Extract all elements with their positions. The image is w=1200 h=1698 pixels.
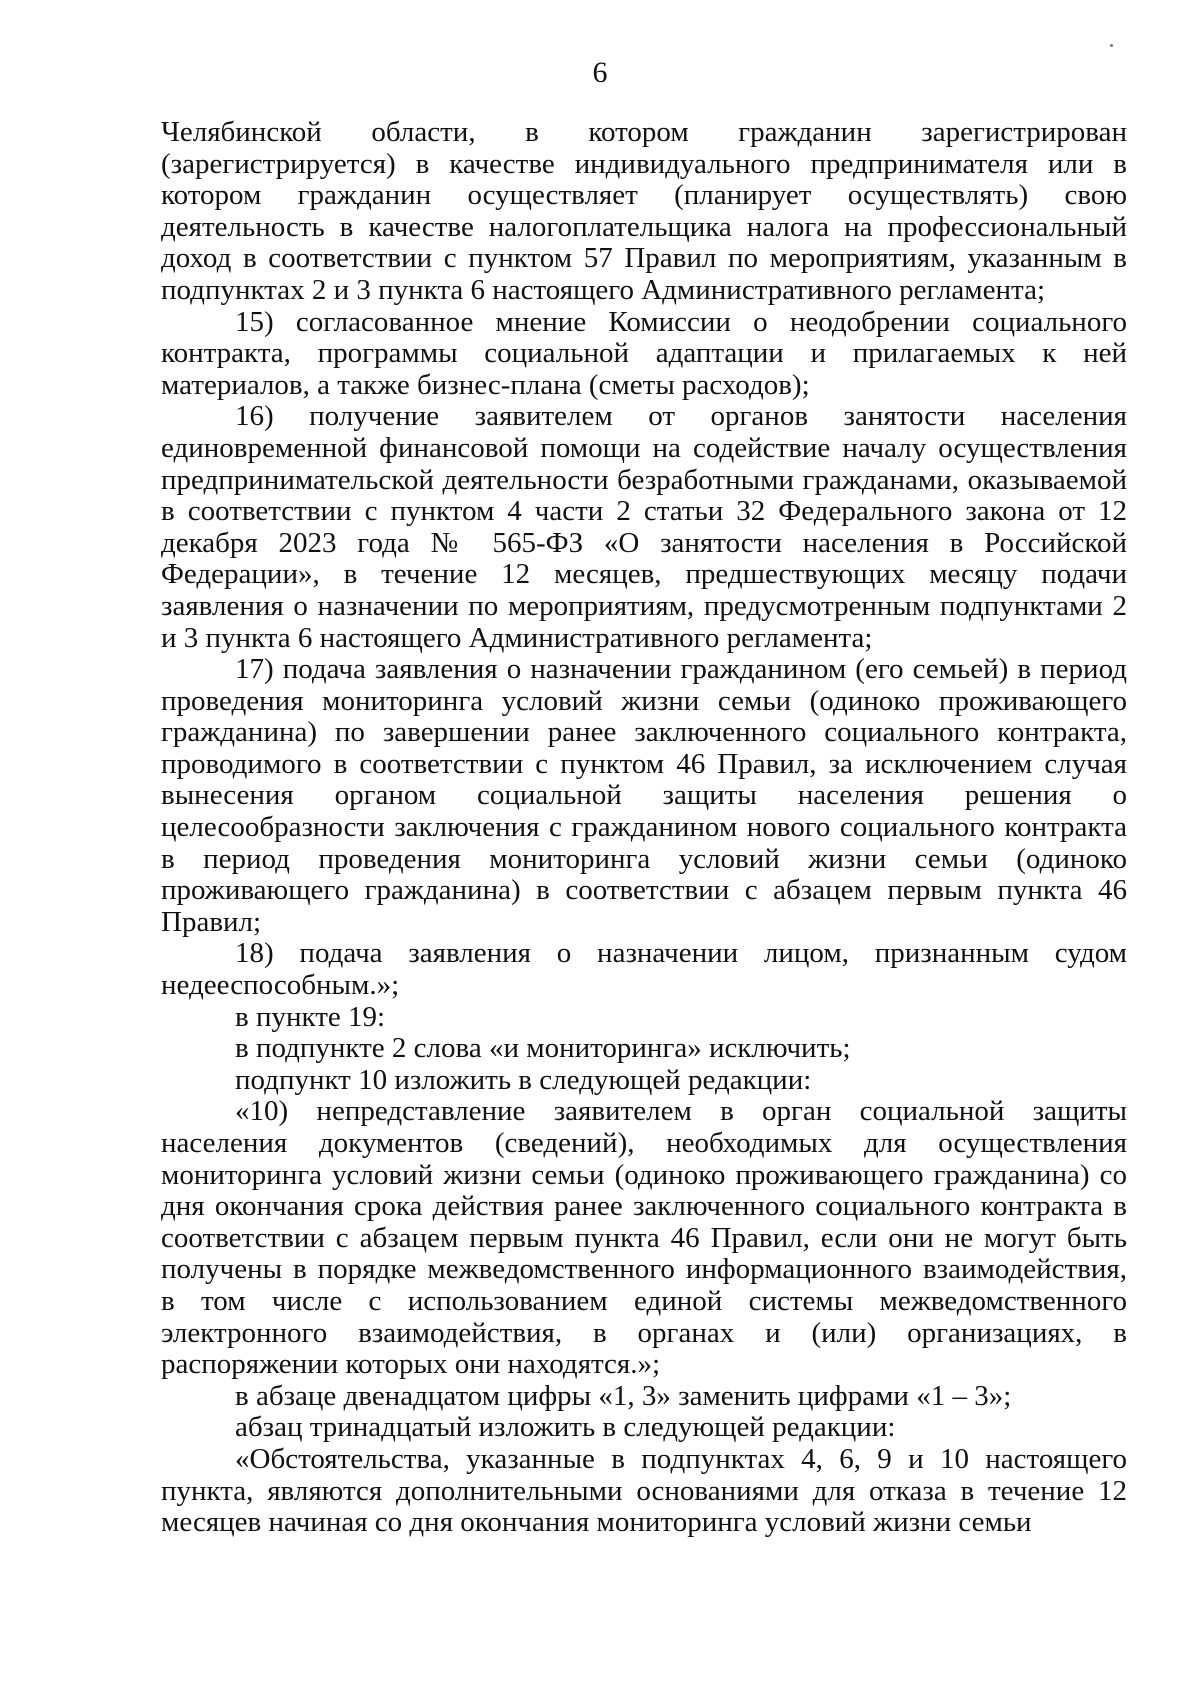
paragraph-item-15: 15) согласованное мнение Комиссии о неодобрении социального контракта, программы социальной адаптации и прилагаемых к ней материалов, а также бизнес-плана (сметы расходов);: [161, 305, 1127, 401]
paragraph-subpoint-10-text: «10) непредставление заявителем в орган социальной защиты населения документов (сведений), необходимых для осуществления мониторинга условий жизни семьи (одиноко проживающего гражданина) со дня окончания срока действия ранее заключенного социального контракта в соответствии с абзацем первым пункта 46 Правил, если они не могут быть получены в порядке межведомственного информационного взаимодействия, в том числе с использованием единой системы межведомственного электронного взаимодействия, в органах и (или) организациях, в распоряжении которых они находятся.»;: [161, 1095, 1127, 1381]
paragraph-subpoint-10-intro: подпункт 10 изложить в следующей редакции:: [235, 1063, 812, 1096]
document-body: [161, 117, 1127, 1539]
paragraph-point-19: в пункте 19:: [235, 1000, 386, 1033]
page-number: 6: [592, 56, 608, 89]
paragraph-item-16: 16) получение заявителем от органов занятости населения единовременной финансовой помощи на содействие началу осуществления предпринимательской деятельности безработными гражданами, оказываемой в соответствии с пунктом 4 части 2 статьи 32 Федерального закона от 12 декабря 2023 года № 565-ФЗ «О занятости населения в Российской Федерации», в течение 12 месяцев, предшествующих месяцу подачи заявления о назначении по мероприятиям, предусмотренным подпунктами 2 и 3 пункта 6 настоящего Административного регламента;: [161, 400, 1127, 654]
paragraph-thirteenth-text: «Обстоятельства, указанные в подпунктах 4, 6, 9 и 10 настоящего пункта, являются дополнительными основаниями для отказа в течение 12 месяцев начиная со дня окончания мониторинга условий жизни семьи: [161, 1442, 1127, 1539]
paragraph-item-17: 17) подача заявления о назначении гражданином (его семьей) в период проведения мониторинга условий жизни семьи (одиноко проживающего гражданина) по завершении ранее заключенного социального контракта, проводимого в соответствии с пунктом 46 Правил, за исключением случая вынесения органом социальной защиты населения решения о целесообразности заключения с гражданином нового социального контракта в период проведения мониторинга условий жизни семьи (одиноко проживающего гражданина) в соответствии с абзацем первым пункта 46 Правил;: [161, 653, 1127, 938]
paragraph-thirteenth-intro: абзац тринадцатый изложить в следующей редакции:: [235, 1411, 896, 1444]
paragraph-subpoint-2-change: в подпункте 2 слова «и мониторинга» исключить;: [235, 1032, 851, 1065]
paragraph-item-18: 18) подача заявления о назначении лицом, признанным судом недееспособным.»;: [161, 937, 1127, 1002]
paragraph-continuation: Челябинской области, в котором гражданин зарегистрирован (зарегистрируется) в качестве индивидуального предпринимателя или в котором гражданин осуществляет (планирует осуществлять) свою деятельность в качестве налогоплательщика налога на профессиональный доход в соответствии с пунктом 57 Правил по мероприятиям, указанным в подпунктах 2 и 3 пункта 6 настоящего Административного регламента;: [161, 116, 1127, 306]
scan-dot: [1110, 44, 1113, 47]
paragraph-twelfth-abzats: в абзаце двенадцатом цифры «1, 3» заменить цифрами «1 – 3»;: [235, 1379, 1012, 1412]
